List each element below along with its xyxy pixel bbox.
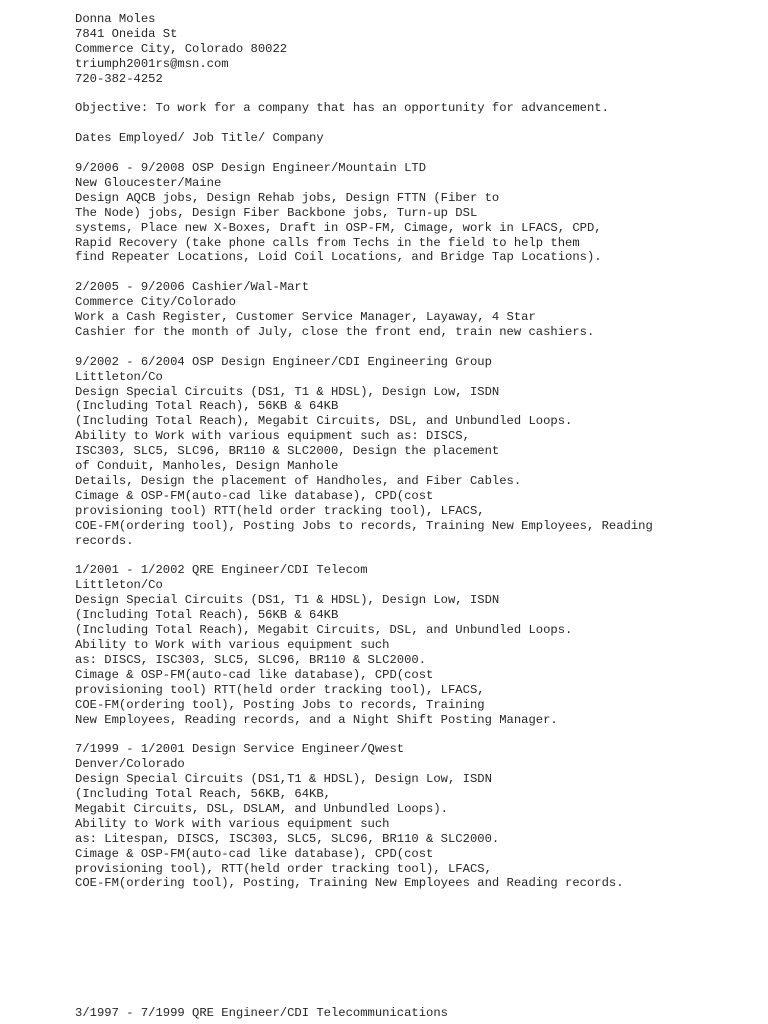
- job-line: 2/2005 - 9/2006 Cashier/Wal-Mart: [75, 280, 310, 295]
- job-line: COE-FM(ordering tool), Posting Jobs to records, Training: [75, 697, 485, 712]
- job-line: Ability to Work with various equipment such: [75, 816, 390, 831]
- section-header-block: [75, 131, 755, 146]
- job-line: systems, Place new X-Boxes, Draft in OSP-FM, Cimage, work in LFACS, CPD,: [75, 220, 602, 235]
- contact-block: [75, 12, 755, 87]
- job-line: Cimage & OSP-FM(auto-cad like database), CPD(cost: [75, 846, 434, 861]
- job-line: as: DISCS, ISC303, SLC5, SLC96, BR110 & SLC2000.: [75, 652, 427, 667]
- job-entry-4: [75, 742, 755, 891]
- contact-email: triumph2001rs@msn.com: [75, 56, 229, 71]
- job-line: Design Special Circuits (DS1, T1 & HDSL), Design Low, ISDN: [75, 384, 500, 399]
- job-line: as: Litespan, DISCS, ISC303, SLC5, SLC96, BR110 & SLC2000.: [75, 831, 500, 846]
- job-line: Megabit Circuits, DSL, DSLAM, and Unbundled Loops).: [75, 801, 448, 816]
- job-entry-3: [75, 563, 755, 727]
- contact-phone: 720-382-4252: [75, 71, 163, 86]
- job-line: provisioning tool) RTT(held order tracking tool), LFACS,: [75, 503, 485, 518]
- job-line: COE-FM(ordering tool), Posting Jobs to records, Training New Employees, Reading: [75, 518, 653, 533]
- contact-name: Donna Moles: [75, 12, 156, 26]
- job-line: provisioning tool) RTT(held order tracking tool), LFACS,: [75, 682, 485, 697]
- resume-page: [75, 12, 755, 906]
- job-line: ISC303, SLC5, SLC96, BR110 & SLC2000, Design the placement: [75, 444, 500, 459]
- job-line: Rapid Recovery (take phone calls from Techs in the field to help them: [75, 235, 580, 250]
- job-line: Ability to Work with various equipment such as: DISCS,: [75, 429, 470, 444]
- contact-street: 7841 Oneida St: [75, 26, 178, 41]
- job-line: Details, Design the placement of Handholes, and Fiber Cables.: [75, 474, 522, 489]
- contact-city: Commerce City, Colorado 80022: [75, 41, 288, 56]
- job-line: Design Special Circuits (DS1, T1 & HDSL), Design Low, ISDN: [75, 593, 500, 608]
- job-line: Littleton/Co: [75, 578, 163, 593]
- job-line: provisioning tool), RTT(held order tracking tool), LFACS,: [75, 861, 492, 876]
- job-line: COE-FM(ordering tool), Posting, Training New Employees and Reading records.: [75, 876, 624, 891]
- job-line: (Including Total Reach), Megabit Circuits, DSL, and Unbundled Loops.: [75, 414, 573, 429]
- job-line: Denver/Colorado: [75, 757, 185, 772]
- job-line: (Including Total Reach), 56KB & 64KB: [75, 399, 339, 414]
- job-line: Design AQCB jobs, Design Rehab jobs, Design FTTN (Fiber to: [75, 190, 500, 205]
- job-line: Design Special Circuits (DS1,T1 & HDSL), Design Low, ISDN: [75, 772, 492, 787]
- job-line: (Including Total Reach, 56KB, 64KB,: [75, 787, 331, 802]
- section-header: Dates Employed/ Job Title/ Company: [75, 131, 324, 146]
- job-entry-0: [75, 161, 755, 265]
- job-line: 9/2002 - 6/2004 OSP Design Engineer/CDI Engineering Group: [75, 354, 492, 369]
- job-entry-1: [75, 280, 755, 340]
- job-line: records.: [75, 533, 134, 548]
- job-line: 7/1999 - 1/2001 Design Service Engineer/Qwest: [75, 742, 405, 757]
- job-line: Ability to Work with various equipment such: [75, 637, 390, 652]
- job-line: (Including Total Reach), Megabit Circuits, DSL, and Unbundled Loops.: [75, 623, 573, 638]
- job-line: 9/2006 - 9/2008 OSP Design Engineer/Mountain LTD: [75, 161, 427, 176]
- job-entry-2: [75, 355, 755, 549]
- job-line: Work a Cash Register, Customer Service Manager, Layaway, 4 Star: [75, 310, 536, 325]
- job-line: The Node) jobs, Design Fiber Backbone jobs, Turn-up DSL: [75, 205, 478, 220]
- objective-block: [75, 101, 755, 116]
- job-line: Cashier for the month of July, close the front end, train new cashiers.: [75, 324, 595, 339]
- next-job-heading: 3/1997 - 7/1999 QRE Engineer/CDI Telecommunications: [75, 1006, 448, 1020]
- job-line: 1/2001 - 1/2002 QRE Engineer/CDI Telecom: [75, 563, 368, 578]
- job-line: Littleton/Co: [75, 369, 163, 384]
- objective-text: Objective: To work for a company that has an opportunity for advancement.: [75, 101, 609, 116]
- job-line: New Gloucester/Maine: [75, 175, 222, 190]
- job-line: of Conduit, Manholes, Design Manhole: [75, 459, 339, 474]
- job-line: find Repeater Locations, Loid Coil Locations, and Bridge Tap Locations).: [75, 250, 602, 265]
- job-line: New Employees, Reading records, and a Night Shift Posting Manager.: [75, 712, 558, 727]
- job-line: (Including Total Reach), 56KB & 64KB: [75, 608, 339, 623]
- job-line: Cimage & OSP-FM(auto-cad like database), CPD(cost: [75, 667, 434, 682]
- job-line: Commerce City/Colorado: [75, 295, 236, 310]
- job-line: Cimage & OSP-FM(auto-cad like database), CPD(cost: [75, 488, 434, 503]
